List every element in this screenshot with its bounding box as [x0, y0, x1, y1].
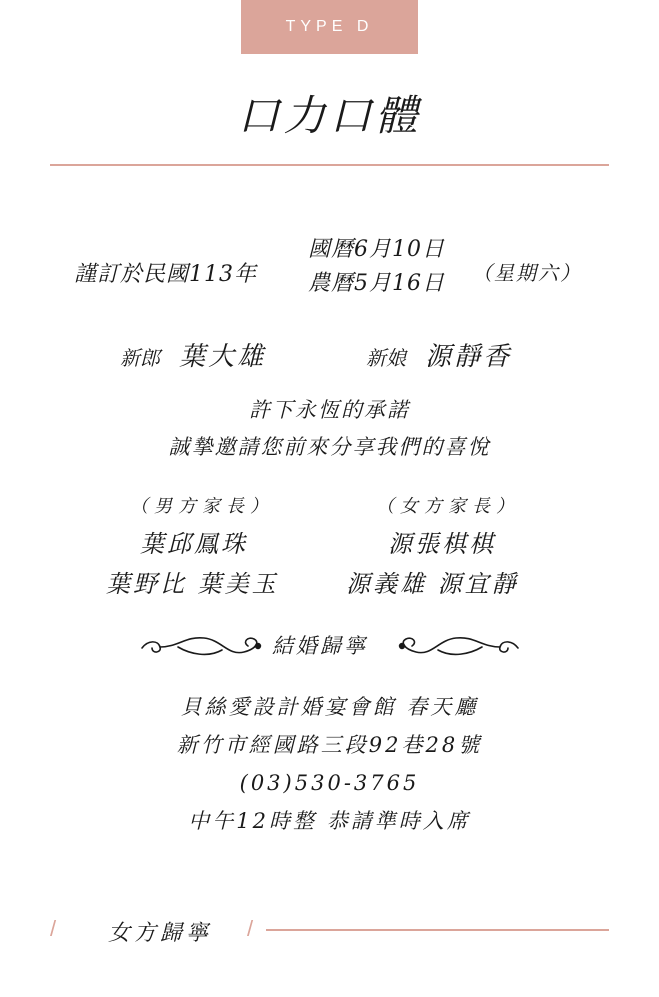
invitation-line-1: 許下永恆的承諾: [249, 398, 410, 422]
date-lines: [308, 233, 445, 301]
type-label: TYPE D: [285, 18, 374, 35]
bride-parents-line-2: 源義雄 源宜靜: [346, 570, 519, 598]
weekday: （星期六）: [472, 261, 582, 285]
type-badge: [241, 0, 418, 54]
venue-name: 貝絲愛設計婚宴會館 春天廳: [180, 695, 479, 719]
venue-info: [0, 688, 659, 840]
footer: [0, 912, 659, 952]
invitation-line-2: 誠摯邀請您前來分享我們的喜悅: [168, 435, 491, 459]
groom-name: 葉大雄: [179, 342, 267, 372]
bride-parents-line-1: 源張棋棋: [388, 530, 496, 558]
groom-parents-line-1: 葉邱鳳珠: [140, 530, 248, 558]
wedding-date: [0, 233, 659, 305]
venue-time: 中午12時整 恭請準時入席: [188, 809, 471, 833]
venue-phone: (03)530-3765: [239, 771, 420, 795]
solar-date: 國曆6月10日: [308, 237, 445, 262]
title-divider: [50, 164, 609, 166]
reception-divider: [0, 626, 659, 666]
footer-slash-left: /: [50, 916, 57, 941]
venue-address: 新竹市經國路三段92巷28號: [176, 733, 483, 757]
groom-role: 新郎: [120, 346, 160, 370]
bride-parents-heading: （女方家長）: [376, 496, 520, 517]
groom-parents-heading: （男方家長）: [130, 496, 274, 517]
page-title: 口力口體: [237, 91, 422, 140]
bride-name: 源靜香: [425, 342, 513, 372]
left-flourish-icon: [138, 630, 266, 662]
bride: [366, 336, 512, 373]
date-prefix: 謹訂於民國113年: [74, 262, 257, 287]
footer-label: 女方歸寧: [108, 921, 213, 946]
right-flourish-icon: [394, 630, 522, 662]
footer-slash-right: /: [247, 916, 254, 941]
groom-parents-line-2: 葉野比 葉美玉: [106, 570, 279, 598]
lunar-date: 農曆5月16日: [308, 271, 445, 296]
invitation-text: [0, 392, 659, 466]
bride-role: 新娘: [366, 346, 406, 370]
reception-label: 結婚歸寧: [272, 634, 368, 658]
couple-names: [0, 336, 659, 376]
groom: [120, 336, 266, 373]
footer-line: [266, 929, 609, 931]
